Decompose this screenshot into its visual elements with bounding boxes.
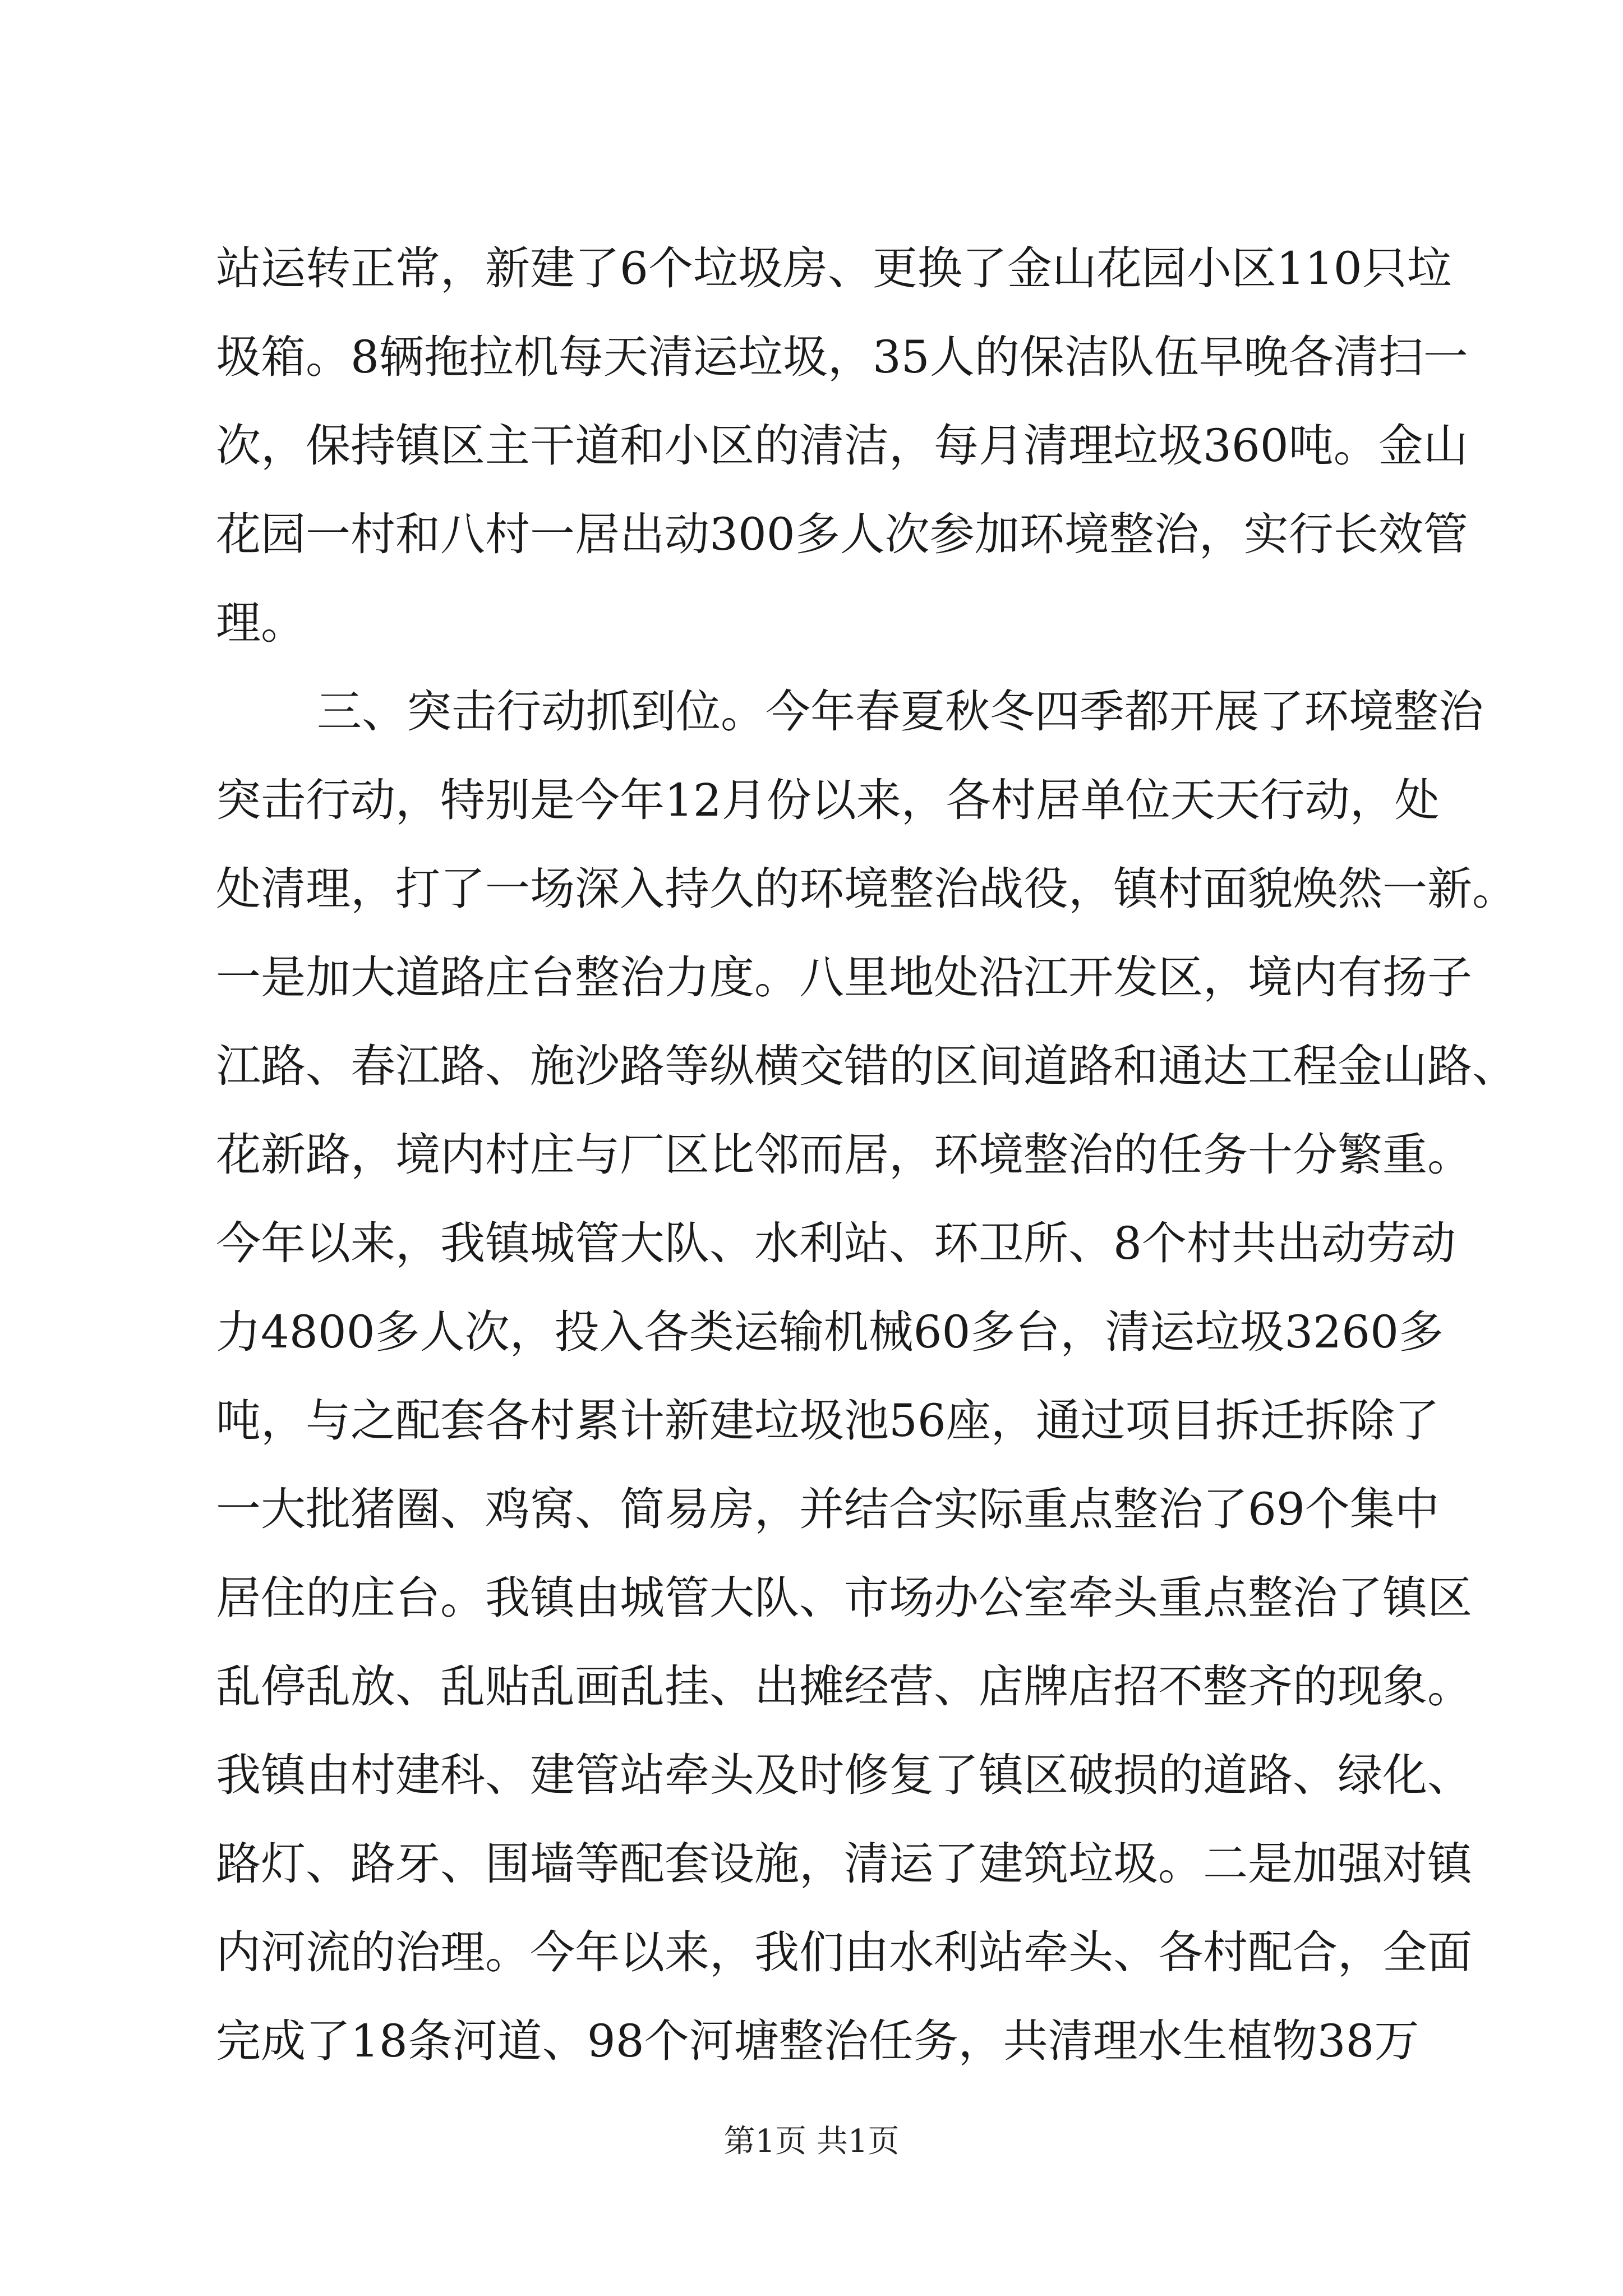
text-line: 理。 [216,597,306,649]
text-line: 一是加大道路庄台整治力度。八里地处沿江开发区，境内有扬子 [216,951,1472,1004]
text-line: 居住的庄台。我镇由城管大队、市场办公室牵头重点整治了镇区 [216,1572,1472,1624]
text-line: 乱停乱放、乱贴乱画乱挂、出摊经营、店牌店招不整齐的现象。 [216,1660,1472,1713]
text-line: 圾箱。8辆拖拉机每天清运垃圾，35人的保洁队伍早晚各清扫一 [216,331,1468,383]
text-line: 次，保持镇区主干道和小区的清洁，每月清理垃圾360吨。金山 [216,420,1468,472]
page-footer [0,2119,1623,2164]
text-line: 我镇由村建科、建管站牵头及时修复了镇区破损的道路、绿化、 [216,1749,1472,1801]
text-line: 完成了18条河道、98个河塘整治任务，共清理水生植物38万 [216,2015,1419,2067]
text-line: 江路、春江路、施沙路等纵横交错的区间道路和通达工程金山路、 [216,1040,1517,1092]
text-line: 处清理，打了一场深入持久的环境整治战役，镇村面貌焕然一新。 [216,863,1517,915]
text-line: 站运转正常，新建了6个垃圾房、更换了金山花园小区110只垃 [216,242,1452,295]
text-line: 花新路，境内村庄与厂区比邻而居，环境整治的任务十分繁重。 [216,1129,1472,1181]
text-line: 路灯、路牙、围墙等配套设施，清运了建筑垃圾。二是加强对镇 [216,1838,1472,1890]
text-line: 今年以来，我镇城管大队、水利站、环卫所、8个村共出动劳动 [216,1217,1456,1269]
paragraph-start-line: 三、突击行动抓到位。今年春夏秋冬四季都开展了环境整治 [317,685,1483,738]
text-line: 一大批猪圈、鸡窝、简易房，并结合实际重点整治了69个集中 [216,1483,1440,1535]
text-line: 内河流的治理。今年以来，我们由水利站牵头、各村配合，全面 [216,1926,1472,1978]
text-line: 力4800多人次，投入各类运输机械60多台，清运垃圾3260多 [216,1306,1444,1358]
text-line: 花园一村和八村一居出动300多人次参加环境整治，实行长效管 [216,508,1468,560]
text-line: 突击行动，特别是今年12月份以来，各村居单位天天行动，处 [216,774,1440,826]
page-number-label: 第1页 共1页 [723,2123,900,2160]
text-line: 吨，与之配套各村累计新建垃圾池56座，通过项目拆迁拆除了 [216,1395,1440,1447]
